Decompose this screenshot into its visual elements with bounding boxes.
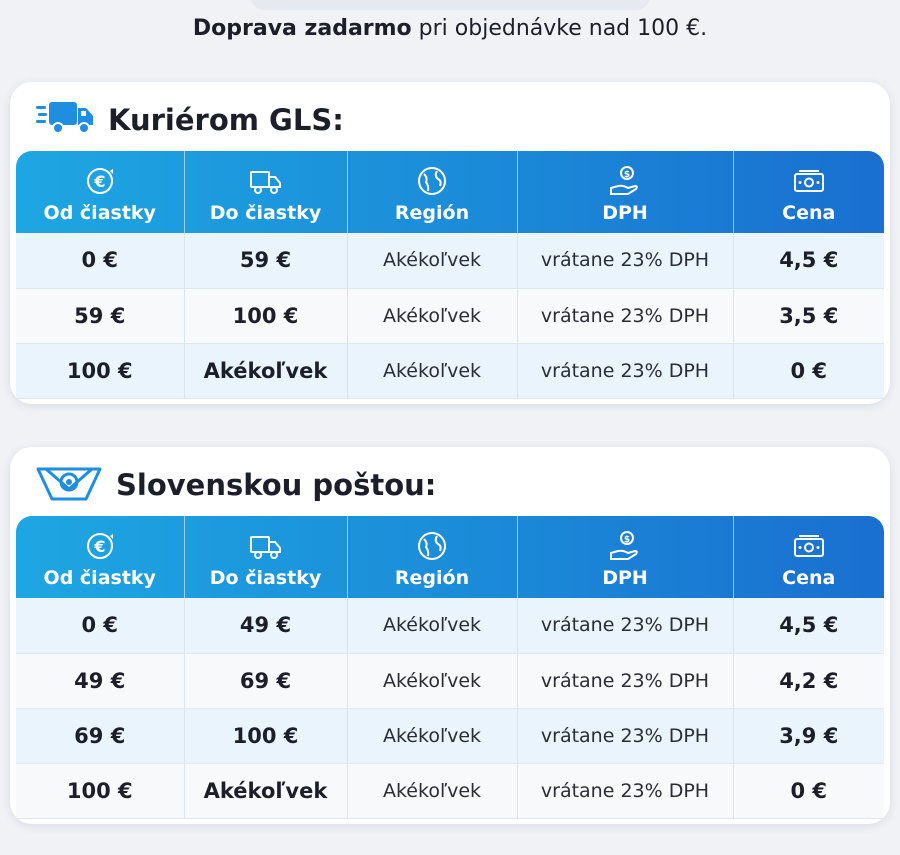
banknote-icon — [792, 164, 826, 198]
column-header-label: Región — [394, 202, 470, 224]
column-header-label: Od čiastky — [43, 202, 156, 224]
table-header-row — [16, 151, 884, 233]
column-header-label: DPH — [602, 567, 648, 589]
column-header-to — [184, 516, 347, 598]
column-header-price — [733, 151, 884, 233]
cell-from: 0 € — [16, 598, 184, 653]
cell-vat: vrátane 23% DPH — [517, 343, 733, 398]
column-header-from — [16, 516, 184, 598]
delivery-truck-icon — [249, 164, 283, 198]
free-shipping-banner — [0, 16, 900, 41]
cell-price: 3,9 € — [733, 708, 884, 763]
delivery-truck-icon — [249, 529, 283, 563]
cell-price: 4,5 € — [733, 233, 884, 288]
cell-from: 59 € — [16, 288, 184, 343]
svg-text:€: € — [94, 537, 106, 556]
cell-price: 3,5 € — [733, 288, 884, 343]
top-decoration — [250, 0, 650, 10]
column-header-price — [733, 516, 884, 598]
cell-from: 100 € — [16, 763, 184, 818]
cell-to: 69 € — [184, 653, 347, 708]
column-header-label: Región — [394, 567, 470, 589]
svg-text:$: $ — [623, 170, 631, 180]
cell-region: Akékoľvek — [347, 653, 517, 708]
gls-card-header — [36, 98, 344, 142]
cell-price: 4,5 € — [733, 598, 884, 653]
cell-price: 4,2 € — [733, 653, 884, 708]
globe-icon — [415, 529, 449, 563]
cell-to: Akékoľvek — [184, 763, 347, 818]
column-header-label: DPH — [602, 202, 648, 224]
cell-vat: vrátane 23% DPH — [517, 708, 733, 763]
svg-text:€: € — [94, 172, 106, 191]
table-row — [16, 343, 884, 398]
cell-from: 69 € — [16, 708, 184, 763]
hand-coin-icon — [608, 529, 642, 563]
cell-to: 59 € — [184, 233, 347, 288]
cell-to: 100 € — [184, 708, 347, 763]
column-header-label: Do čiastky — [209, 202, 322, 224]
column-header-label: Cena — [782, 567, 836, 589]
column-header-label: Od čiastky — [43, 567, 156, 589]
column-header-region — [347, 151, 517, 233]
cell-from: 100 € — [16, 343, 184, 398]
euro-cycle-icon — [83, 164, 117, 198]
column-header-label: Cena — [782, 202, 836, 224]
table-row — [16, 653, 884, 708]
cell-price: 0 € — [733, 763, 884, 818]
cell-vat: vrátane 23% DPH — [517, 288, 733, 343]
post-card-header — [36, 463, 436, 507]
free-shipping-bold: Doprava zadarmo — [192, 16, 412, 41]
cell-vat: vrátane 23% DPH — [517, 763, 733, 818]
table-row — [16, 708, 884, 763]
cell-to: Akékoľvek — [184, 343, 347, 398]
cell-region: Akékoľvek — [347, 343, 517, 398]
column-header-from — [16, 151, 184, 233]
cell-region: Akékoľvek — [347, 598, 517, 653]
post-card-title: Slovenskou poštou: — [116, 468, 437, 502]
hand-coin-icon — [608, 164, 642, 198]
table-row — [16, 288, 884, 343]
cell-region: Akékoľvek — [347, 763, 517, 818]
column-header-vat — [517, 151, 733, 233]
banknote-icon — [792, 529, 826, 563]
gls-shipping-card — [10, 82, 890, 404]
cell-price: 0 € — [733, 343, 884, 398]
cell-region: Akékoľvek — [347, 288, 517, 343]
table-row — [16, 763, 884, 818]
cell-region: Akékoľvek — [347, 233, 517, 288]
gls-card-title: Kuriérom GLS: — [108, 103, 344, 137]
column-header-label: Do čiastky — [209, 567, 322, 589]
post-shipping-card — [10, 447, 890, 824]
cell-from: 0 € — [16, 233, 184, 288]
cell-from: 49 € — [16, 653, 184, 708]
cell-to: 100 € — [184, 288, 347, 343]
table-row — [16, 598, 884, 653]
cell-vat: vrátane 23% DPH — [517, 598, 733, 653]
column-header-vat — [517, 516, 733, 598]
table-header-row — [16, 516, 884, 598]
column-header-region — [347, 516, 517, 598]
euro-cycle-icon — [83, 529, 117, 563]
column-header-to — [184, 151, 347, 233]
slovak-post-logo-icon — [36, 465, 102, 505]
cell-to: 49 € — [184, 598, 347, 653]
free-shipping-text: pri objednávke nad 100 €. — [411, 16, 708, 41]
globe-icon — [415, 164, 449, 198]
svg-text:$: $ — [623, 535, 631, 545]
cell-region: Akékoľvek — [347, 708, 517, 763]
gls-price-table — [16, 151, 884, 399]
cell-vat: vrátane 23% DPH — [517, 653, 733, 708]
fast-truck-icon — [36, 99, 94, 141]
post-price-table — [16, 516, 884, 819]
table-row — [16, 233, 884, 288]
cell-vat: vrátane 23% DPH — [517, 233, 733, 288]
